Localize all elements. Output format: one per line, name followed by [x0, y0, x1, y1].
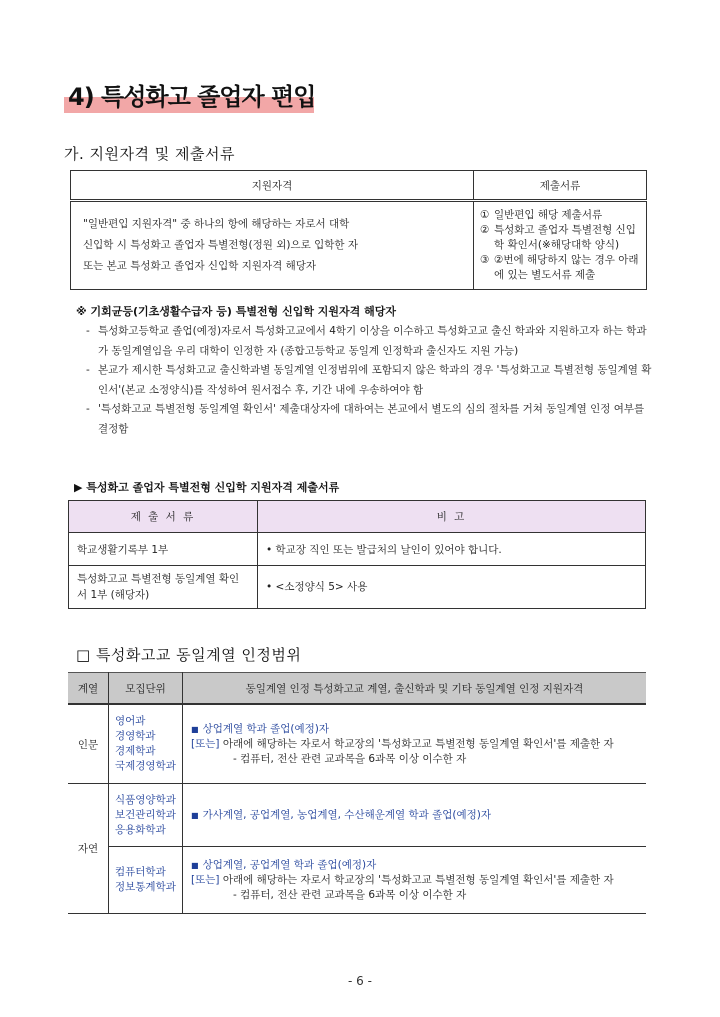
note-dash: - — [86, 403, 90, 415]
section-subtitle: 가. 지원자격 및 제출서류 — [64, 145, 235, 163]
criteria-main — [191, 808, 645, 823]
note-heading: ※ 기회균등(기초생활수급자 등) 특별전형 신입학 지원자격 해당자 — [76, 305, 396, 318]
criteria-main-text: 가사계열, 공업계열, 농업계열, 수산해운계열 학과 졸업(예정)자 — [202, 808, 492, 821]
criteria-col-header: 동일계열 인정 특성화고교 계열, 출신학과 및 기타 동일계열 인정 지원자격 — [183, 673, 647, 705]
units-cell — [109, 784, 183, 847]
qual-col-header: 지원자격 — [71, 171, 474, 201]
document-item — [480, 253, 640, 283]
group-col-header: 계열 — [68, 673, 109, 705]
document-item — [480, 223, 640, 253]
note-item — [86, 361, 656, 400]
unit-name: 정보통계학과 — [115, 881, 176, 893]
square-bullet-icon: ■ — [191, 724, 199, 734]
units-cell — [109, 704, 183, 784]
remark-col-header: 비 고 — [258, 501, 646, 533]
documents-cell — [474, 201, 647, 290]
document-number: ② — [480, 224, 490, 236]
table-row — [68, 704, 646, 784]
docs-heading: ▶ 특성화고 졸업자 특별전형 신입학 지원자격 제출서류 — [74, 481, 340, 494]
qualification-cell — [71, 201, 474, 290]
criteria-cell — [183, 784, 647, 847]
range-heading: □ 특성화고교 동일계열 인정범위 — [76, 646, 302, 664]
square-bullet-icon: ■ — [191, 860, 199, 870]
alt-text: 아래에 해당하는 자로서 학교장의 '특성화고교 특별전형 동일계열 확인서'를 제출한 자 — [222, 737, 614, 750]
page-title: 4) 특성화고 졸업자 편입 — [68, 83, 316, 111]
unit-name: 영어과 — [115, 715, 146, 727]
group-cell: 자연 — [68, 784, 109, 914]
document-number: ③ — [480, 254, 490, 266]
qualification-line: 또는 본교 특성화고 졸업자 신입학 지원자격 해당자 — [83, 260, 317, 272]
table-row — [69, 566, 646, 609]
table-row — [68, 847, 646, 914]
doc-name: 학교생활기록부 1부 — [69, 533, 258, 566]
document-text: 일반편입 해당 제출서류 — [494, 209, 603, 221]
group-cell: 인문 — [68, 704, 109, 784]
qualification-table — [70, 170, 647, 290]
document-text: ②번에 해당하지 않는 경우 아래에 있는 별도서류 제출 — [494, 254, 639, 281]
criteria-main-text: 상업계열 학과 졸업(예정)자 — [202, 722, 330, 735]
page-number: - 6 - — [348, 974, 372, 988]
note-text: 특성화고등학교 졸업(예정)자로서 특성화고교에서 4학기 이상을 이수하고 특성화고교 출신 학과와 지원하고자 하는 학과가 동일계열임을 우리 대학이 인정한 자 (종합고등학교 동일계 인정학과 출신자도 지원 가능) — [98, 325, 647, 357]
docs-col-header: 제출서류 — [474, 171, 647, 201]
units-cell — [109, 847, 183, 914]
alt-text: 아래에 해당하는 자로서 학교장의 '특성화고교 특별전형 동일계열 확인서'를 제출한 자 — [222, 873, 614, 886]
table-row — [69, 533, 646, 566]
criteria-sub: - 컴퓨터, 전산 관련 교과목을 6과목 이상 이수한 자 — [233, 888, 467, 901]
unit-name: 경제학과 — [115, 745, 156, 757]
alt-tag: [또는] — [191, 873, 220, 886]
documents-table — [68, 500, 646, 609]
criteria-main — [191, 858, 645, 873]
document-number: ① — [480, 209, 490, 221]
unit-name: 컴퓨터학과 — [115, 866, 166, 878]
doc-remark: • 학교장 직인 또는 발급처의 날인이 있어야 합니다. — [258, 533, 646, 566]
square-bullet-icon: ■ — [191, 810, 199, 820]
document-item — [480, 208, 640, 223]
table-row — [68, 784, 646, 847]
note-list — [86, 322, 656, 439]
note-dash: - — [86, 364, 90, 376]
doc-name: 특성화고교 특별전형 동일계열 확인서 1부 (해당자) — [69, 566, 258, 609]
note-dash: - — [86, 325, 90, 337]
criteria-sub: - 컴퓨터, 전산 관련 교과목을 6과목 이상 이수한 자 — [233, 752, 467, 765]
criteria-alt — [191, 873, 645, 888]
alt-tag: [또는] — [191, 737, 220, 750]
unit-name: 경영학과 — [115, 730, 156, 742]
note-item — [86, 322, 656, 361]
range-table — [68, 672, 646, 914]
qualification-line: "일반편입 지원자격" 중 하나의 항에 해당하는 자로서 대학 — [83, 218, 350, 230]
doc-remark: • <소정양식 5> 사용 — [258, 566, 646, 609]
document-text: 특성화고 졸업자 특별전형 신입학 확인서(※해당대학 양식) — [494, 224, 636, 251]
criteria-cell — [183, 847, 647, 914]
note-item — [86, 400, 656, 439]
doc-col-header: 제 출 서 류 — [69, 501, 258, 533]
criteria-alt — [191, 737, 645, 752]
criteria-main-text: 상업계열, 공업계열 학과 졸업(예정)자 — [202, 858, 377, 871]
note-text: '특성화고교 특별전형 동일계열 확인서' 제출대상자에 대하여는 본교에서 별도의 심의 절차를 거쳐 동일계열 인정 여부를 결정함 — [98, 403, 645, 435]
note-text: 본교가 제시한 특성화고교 출신학과별 동일계열 인정범위에 포함되지 않은 학과의 경우 '특성화고교 특별전형 동일계열 확인서'(본교 소정양식)를 작성하여 원서접수 후, 기간 내에 우송하여야 함 — [98, 364, 652, 396]
unit-name: 국제경영학과 — [115, 760, 176, 772]
units-col-header: 모집단위 — [109, 673, 183, 705]
unit-name: 식품영양학과 — [115, 793, 176, 806]
criteria-cell — [183, 704, 647, 784]
criteria-main — [191, 722, 645, 737]
qualification-line: 신입학 시 특성화고 졸업자 특별전형(정원 외)으로 입학한 자 — [83, 239, 358, 251]
unit-name: 보건관리학과 — [115, 808, 176, 821]
unit-name: 응용화학과 — [115, 823, 166, 836]
